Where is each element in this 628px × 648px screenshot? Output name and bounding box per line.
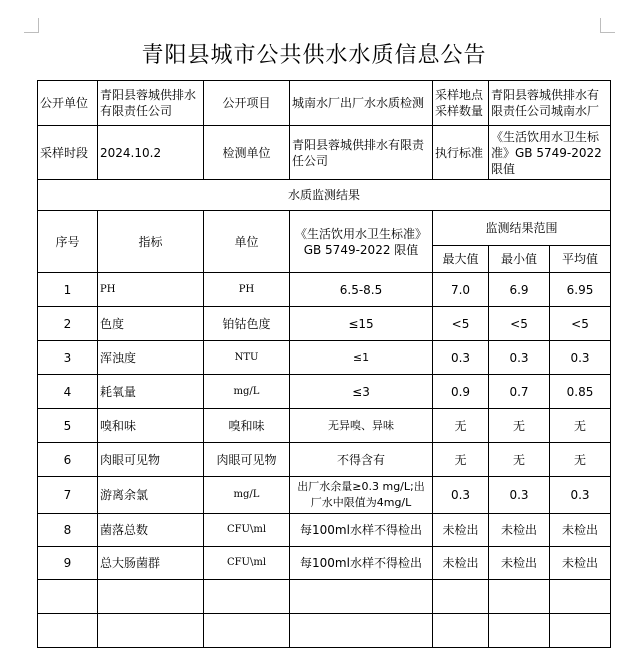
row-indicator: 色度 <box>98 307 204 341</box>
row-avg: 未检出 <box>550 514 611 547</box>
header-avg: 平均值 <box>550 246 611 273</box>
page-corner-mark-left <box>24 18 39 33</box>
table-row <box>38 514 611 547</box>
info-row-1 <box>38 81 611 126</box>
row-min: 未检出 <box>489 547 550 580</box>
header-range: 监测结果范围 <box>433 211 611 246</box>
page-corner-mark-right <box>600 18 615 33</box>
row-seq: 9 <box>38 547 98 580</box>
header-unit: 单位 <box>204 211 290 273</box>
info-value-lab: 青阳县蓉城供排水有限责任公司 <box>290 126 433 180</box>
info-value-period: 2024.10.2 <box>98 126 204 180</box>
empty-cell <box>290 580 433 614</box>
row-avg: <5 <box>550 307 611 341</box>
empty-cell <box>489 580 550 614</box>
row-max: <5 <box>433 307 489 341</box>
row-avg: 6.95 <box>550 273 611 307</box>
empty-cell <box>98 614 204 648</box>
row-unit: PH <box>204 273 290 307</box>
row-limit: 出厂水余量≥0.3 mg/L;出厂水中限值为4mg/L <box>290 477 433 514</box>
row-avg: 无 <box>550 409 611 443</box>
info-label-project: 公开项目 <box>204 81 290 126</box>
section-title: 水质监测结果 <box>38 180 611 211</box>
row-unit: mg/L <box>204 477 290 514</box>
row-min: 0.3 <box>489 477 550 514</box>
info-value-standard: 《生活饮用水卫生标准》GB 5749-2022 限值 <box>489 126 611 180</box>
info-label-period: 采样时段 <box>38 126 98 180</box>
row-indicator: 嗅和味 <box>98 409 204 443</box>
empty-cell <box>38 580 98 614</box>
row-seq: 8 <box>38 514 98 547</box>
row-min: 0.3 <box>489 341 550 375</box>
row-unit: 铂钴色度 <box>204 307 290 341</box>
row-limit: 每100ml水样不得检出 <box>290 514 433 547</box>
row-seq: 7 <box>38 477 98 514</box>
info-label-publisher: 公开单位 <box>38 81 98 126</box>
header-seq: 序号 <box>38 211 98 273</box>
row-max: 0.3 <box>433 341 489 375</box>
header-max: 最大值 <box>433 246 489 273</box>
row-max: 无 <box>433 443 489 477</box>
water-quality-table <box>37 80 611 648</box>
table-row <box>38 443 611 477</box>
row-max: 未检出 <box>433 547 489 580</box>
info-label-standard: 执行标准 <box>433 126 489 180</box>
info-label-lab: 检测单位 <box>204 126 290 180</box>
row-limit: 不得含有 <box>290 443 433 477</box>
empty-row <box>38 614 611 648</box>
row-unit: CFU\ml <box>204 514 290 547</box>
row-limit: ≤1 <box>290 341 433 375</box>
row-unit: 肉眼可见物 <box>204 443 290 477</box>
row-seq: 1 <box>38 273 98 307</box>
row-unit: NTU <box>204 341 290 375</box>
row-max: 0.3 <box>433 477 489 514</box>
section-row <box>38 180 611 211</box>
row-unit: 嗅和味 <box>204 409 290 443</box>
empty-cell <box>204 614 290 648</box>
document-title: 青阳县城市公共供水水质信息公告 <box>141 43 487 68</box>
row-min: 无 <box>489 443 550 477</box>
row-max: 无 <box>433 409 489 443</box>
row-limit: 6.5-8.5 <box>290 273 433 307</box>
row-min: 未检出 <box>489 514 550 547</box>
empty-row <box>38 580 611 614</box>
row-limit: ≤3 <box>290 375 433 409</box>
row-avg: 0.3 <box>550 341 611 375</box>
row-indicator: 浑浊度 <box>98 341 204 375</box>
empty-cell <box>204 580 290 614</box>
row-seq: 6 <box>38 443 98 477</box>
row-indicator: 肉眼可见物 <box>98 443 204 477</box>
info-label-sampling-site: 采样地点采样数量 <box>433 81 489 126</box>
table-row <box>38 409 611 443</box>
header-row-1 <box>38 211 611 246</box>
info-value-publisher: 青阳县蓉城供排水有限责任公司 <box>98 81 204 126</box>
row-indicator: 耗氧量 <box>98 375 204 409</box>
row-seq: 5 <box>38 409 98 443</box>
row-avg: 0.85 <box>550 375 611 409</box>
empty-cell <box>38 614 98 648</box>
row-avg: 0.3 <box>550 477 611 514</box>
row-indicator: 总大肠菌群 <box>98 547 204 580</box>
empty-cell <box>433 580 489 614</box>
row-seq: 2 <box>38 307 98 341</box>
row-limit: 无异嗅、异味 <box>290 409 433 443</box>
empty-cell <box>98 580 204 614</box>
row-seq: 3 <box>38 341 98 375</box>
empty-cell <box>290 614 433 648</box>
row-indicator: 菌落总数 <box>98 514 204 547</box>
table-row <box>38 375 611 409</box>
info-value-project: 城南水厂出厂水水质检测 <box>290 81 433 126</box>
row-max: 未检出 <box>433 514 489 547</box>
row-limit: 每100ml水样不得检出 <box>290 547 433 580</box>
row-max: 0.9 <box>433 375 489 409</box>
header-min: 最小值 <box>489 246 550 273</box>
header-indicator: 指标 <box>98 211 204 273</box>
table-row <box>38 307 611 341</box>
row-max: 7.0 <box>433 273 489 307</box>
empty-cell <box>550 614 611 648</box>
row-limit: ≤15 <box>290 307 433 341</box>
table-row <box>38 477 611 514</box>
row-min: 无 <box>489 409 550 443</box>
info-row-2 <box>38 126 611 180</box>
row-indicator: 游离余氯 <box>98 477 204 514</box>
row-unit: CFU\ml <box>204 547 290 580</box>
header-limit: 《生活饮用水卫生标准》GB 5749-2022 限值 <box>290 211 433 273</box>
row-seq: 4 <box>38 375 98 409</box>
empty-cell <box>433 614 489 648</box>
row-avg: 无 <box>550 443 611 477</box>
row-avg: 未检出 <box>550 547 611 580</box>
info-value-sampling-site: 青阳县蓉城供排水有限责任公司城南水厂 <box>489 81 611 126</box>
row-min: 6.9 <box>489 273 550 307</box>
table-row <box>38 547 611 580</box>
row-unit: mg/L <box>204 375 290 409</box>
row-indicator: PH <box>98 273 204 307</box>
empty-cell <box>489 614 550 648</box>
empty-cell <box>550 580 611 614</box>
row-min: <5 <box>489 307 550 341</box>
row-min: 0.7 <box>489 375 550 409</box>
table-row <box>38 341 611 375</box>
table-row <box>38 273 611 307</box>
